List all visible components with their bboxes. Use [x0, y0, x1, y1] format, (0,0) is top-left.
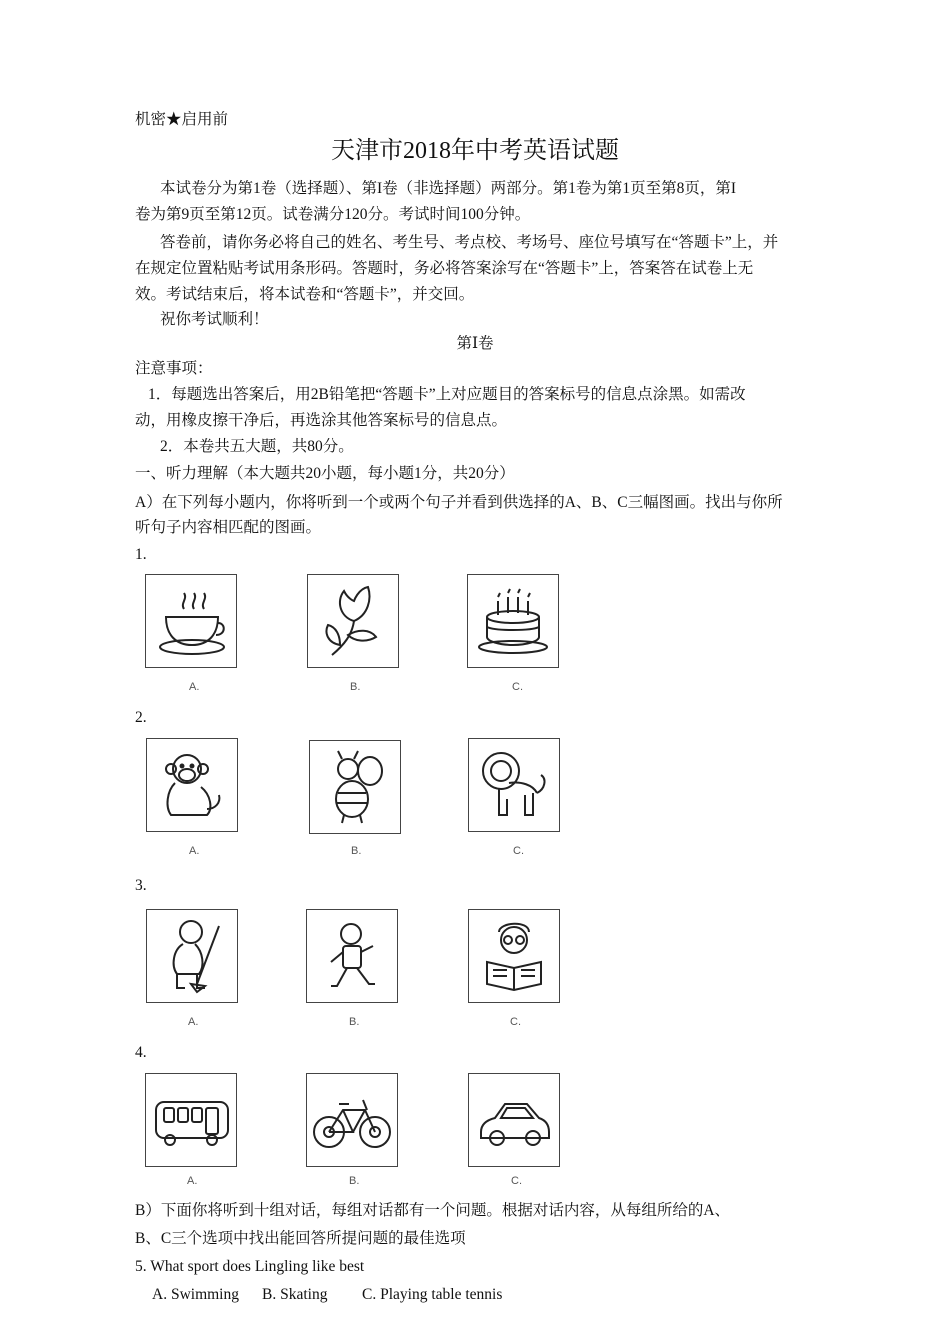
intro-paragraph-1-line-1: 本试卷分为第1卷（选择题）、第I卷（非选择题）两部分。第1卷为第1页至第8页，第I	[160, 180, 737, 197]
question-number: 2.	[135, 709, 147, 726]
part-b-instruction-line-1: B）下面你将听到十组对话，每组对话都有一个问题。根据对话内容，从每组所给的A、	[135, 1202, 731, 1219]
option-a-caption: A.	[189, 681, 200, 693]
bee-icon[interactable]	[309, 740, 401, 834]
car-icon[interactable]	[468, 1073, 560, 1167]
part-b-instruction-line-2: B、C三个选项中找出能回答所提问题的最佳选项	[135, 1230, 466, 1247]
boy-running-icon[interactable]	[306, 909, 398, 1003]
q5-option-a[interactable]: A. Swimming	[152, 1286, 239, 1303]
question-number: 1.	[135, 546, 147, 563]
option-a-caption: A.	[187, 1175, 198, 1187]
part-a-instruction-line-2: 听句子内容相匹配的图画。	[135, 519, 322, 536]
part-1-title: 一、听力理解（本大题共20小题，每小题1分，共20分）	[135, 465, 515, 482]
question-number: 4.	[135, 1044, 147, 1061]
bicycle-icon[interactable]	[306, 1073, 398, 1167]
option-b-caption: B.	[349, 1016, 360, 1028]
bus-icon[interactable]	[145, 1073, 237, 1167]
confidential-label: 机密★启用前	[135, 111, 229, 128]
monkey-icon[interactable]	[146, 738, 238, 832]
option-a-caption: A.	[189, 845, 200, 857]
boy-sweeping-icon[interactable]	[146, 909, 238, 1003]
q5-option-c[interactable]: C. Playing table tennis	[362, 1286, 503, 1303]
intro-paragraph-2-line-1: 答卷前，请你务必将自己的姓名、考生号、考点校、考场号、座位号填写在“答题卡”上，并	[160, 234, 779, 251]
option-a-caption: A.	[188, 1016, 199, 1028]
note-1-line-1: 1．每题选出答案后，用2B铅笔把“答题卡”上对应题目的答案标号的信息点涂黑。如需改	[148, 386, 746, 403]
option-c-caption: C.	[513, 845, 524, 857]
lion-icon[interactable]	[468, 738, 560, 832]
intro-paragraph-2-line-2: 在规定位置粘贴考试用条形码。答题时，务必将答案涂写在“答题卡”上，答案答在试卷上无	[135, 260, 754, 277]
section-heading: 第Ⅰ卷	[456, 335, 494, 352]
boy-reading-icon[interactable]	[468, 909, 560, 1003]
part-a-instruction-line-1: A）在下列每小题内，你将听到一个或两个句子并看到供选择的A、B、C三幅图画。找出与你所	[135, 494, 783, 511]
birthday-cake-icon[interactable]	[467, 574, 559, 668]
page-title: 天津市2018年中考英语试题	[331, 138, 619, 164]
teacup-icon[interactable]	[145, 574, 237, 668]
question-number: 3.	[135, 877, 147, 894]
option-c-caption: C.	[511, 1175, 522, 1187]
q5-option-b[interactable]: B. Skating	[262, 1286, 328, 1303]
flower-icon[interactable]	[307, 574, 399, 668]
question-5-text: 5. What sport does Lingling like best	[135, 1258, 365, 1275]
option-c-caption: C.	[512, 681, 523, 693]
notes-title: 注意事项：	[135, 360, 213, 377]
option-b-caption: B.	[349, 1175, 360, 1187]
option-c-caption: C.	[510, 1016, 521, 1028]
note-2: 2．本卷共五大题，共80分。	[160, 438, 354, 455]
option-b-caption: B.	[350, 681, 361, 693]
note-1-line-2: 动，用橡皮擦干净后，再选涂其他答案标号的信息点。	[135, 412, 508, 429]
good-luck-text: 祝你考试顺利！	[160, 311, 269, 328]
intro-paragraph-2-line-3: 效。考试结束后，将本试卷和“答题卡”，并交回。	[135, 286, 475, 303]
intro-paragraph-1-line-2: 卷为第9页至第12页。试卷满分120分。考试时间100分钟。	[135, 206, 531, 223]
option-b-caption: B.	[351, 845, 362, 857]
